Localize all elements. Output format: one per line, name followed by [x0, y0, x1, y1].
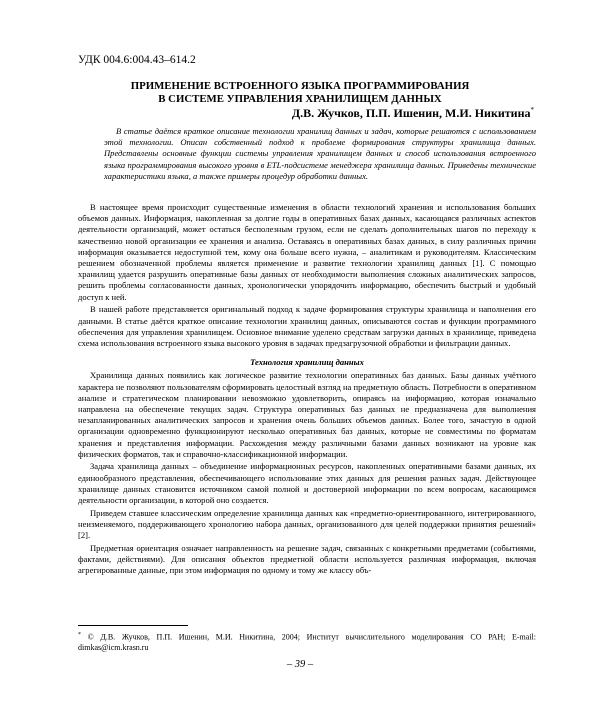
body-text	[78, 202, 536, 578]
footnote-text: © Д.В. Жучков, П.П. Ишенин, М.И. Никитина, 2004; Институт вычислительного моделирования СО РАН; E-mail: dimkas@icm.krasn.ru	[78, 632, 537, 653]
paper-title	[90, 80, 510, 105]
authors-footnote-mark: *	[530, 106, 534, 114]
title-line-2: В СИСТЕМЕ УПРАВЛЕНИЯ ХРАНИЛИЩЕМ ДАННЫХ	[158, 92, 442, 105]
footnote	[78, 630, 536, 654]
authors	[292, 106, 534, 121]
footnote-divider	[78, 625, 188, 626]
abstract-text: В статье даётся краткое описание технологии хранилищ данных и задач, которые решаются с использованием этой технологии. Описан собственный подход к проблеме формирования структуры хранилища данных. Представлены основные функции системы управления хранилищем данных и способ использования встроенного языка программирования высокого уровня в ETL-подсистеме менеджера хранилища данных. Приведены технические характеристики языка, а также примеры процедур обработки данных.	[104, 126, 536, 181]
authors-names: Д.В. Жучков, П.П. Ишенин, М.И. Никитина	[291, 106, 531, 120]
paragraph: В настоящее время происходит существенные изменения в области технологий хранения и использования больших объемов данных. Информация, накопленная за долгие годы в оперативных базах данных, касающаяся различных аспектов деятельности организаций, может остаться бесполезным грузом, если не сделать дополнительных шагов по переходу к качественно новой организации ее хранения и анализа. Оставаясь в оперативных базах данных, в силу различных причин информация оказывается недоступной тем, кому она больше всего нужна, – аналитикам и руководителям. Классическим решением обозначенной проблемы является применение и развитие технологии хранилищ данных [1]. С помощью хранилищ удается разрушить оперативные базы данных от необходимости выполнения сложных аналитических запросов, решить проблемы согласованности данных, хронологически упорядочить информацию, обеспечить быстрый и удобный доступ к ней.	[78, 202, 536, 302]
paragraph: Хранилища данных появились как логическое развитие технологии оперативных баз данных. Базы данных учётного характера не позволяют пользователям сформировать целостный взгляд на предметную область. Потребности в оперативном анализе и стратегическом планировании невозможно удовлетворить, опираясь на информацию, которая изначально направлена на обеспечение текущих задач. Структура оперативных баз данных не предназначена для выполнения незапланированных аналитических запросов и хранения очень больших объемов данных. Более того, зачастую в одной организации одновременно функционируют несколько оперативных баз данных, которые не совместимы по форматам хранения и представления информации. Расхождения между различными базами данных возникают на уровне как физических форматов, так и справочно-классификационной информации.	[78, 370, 536, 459]
footnote-mark: *	[78, 632, 81, 638]
paragraph: В нашей работе представляется оригинальный подход к задаче формирования структуры хранилища и наполнения его данными. В статье даётся краткое описание технологии хранилищ данных, описываются состав и функции программного обеспечения для управления хранилищем. Основное внимание уделено средствам загрузки данных в хранилище, приведена схема использования встроенного языка высокого уровня в задачах предзагрузочной обработки и фильтрации данных.	[78, 304, 536, 348]
udc-code: УДК 004.6:004.43–614.2	[78, 54, 196, 66]
paragraph: Предметная ориентация означает направленность на решение задач, связанных с конкретными предметами (событиями, фактами, действиями). Для описания объектов предметной области используется различная информация, включая агрегированные данные, при этом информация по одному и тому же классу объ-	[78, 542, 536, 576]
section-heading: Технология хранилищ данных	[250, 357, 364, 368]
abstract	[104, 126, 536, 182]
page-number: – 39 –	[286, 659, 314, 670]
title-line-1: ПРИМЕНЕНИЕ ВСТРОЕННОГО ЯЗЫКА ПРОГРАММИРОВАНИЯ	[130, 80, 470, 92]
paragraph: Приведем ставшее классическим определение хранилища данных как «предметно-ориентированного, интегрированного, неизменяемого, поддерживающего хронологию набора данных, организованного для целей поддержки принятия решений» [2].	[78, 507, 536, 541]
paragraph: Задача хранилища данных – объединение информационных ресурсов, накопленных оперативными базами данных, их единообразного представления, обеспечивающего использование этих данных для решения разных задач. Действующее хранилище данных становится источником самой полной и достоверной информации по всем вопросам, касающимся деятельности организации, в которой оно создается.	[78, 461, 536, 506]
